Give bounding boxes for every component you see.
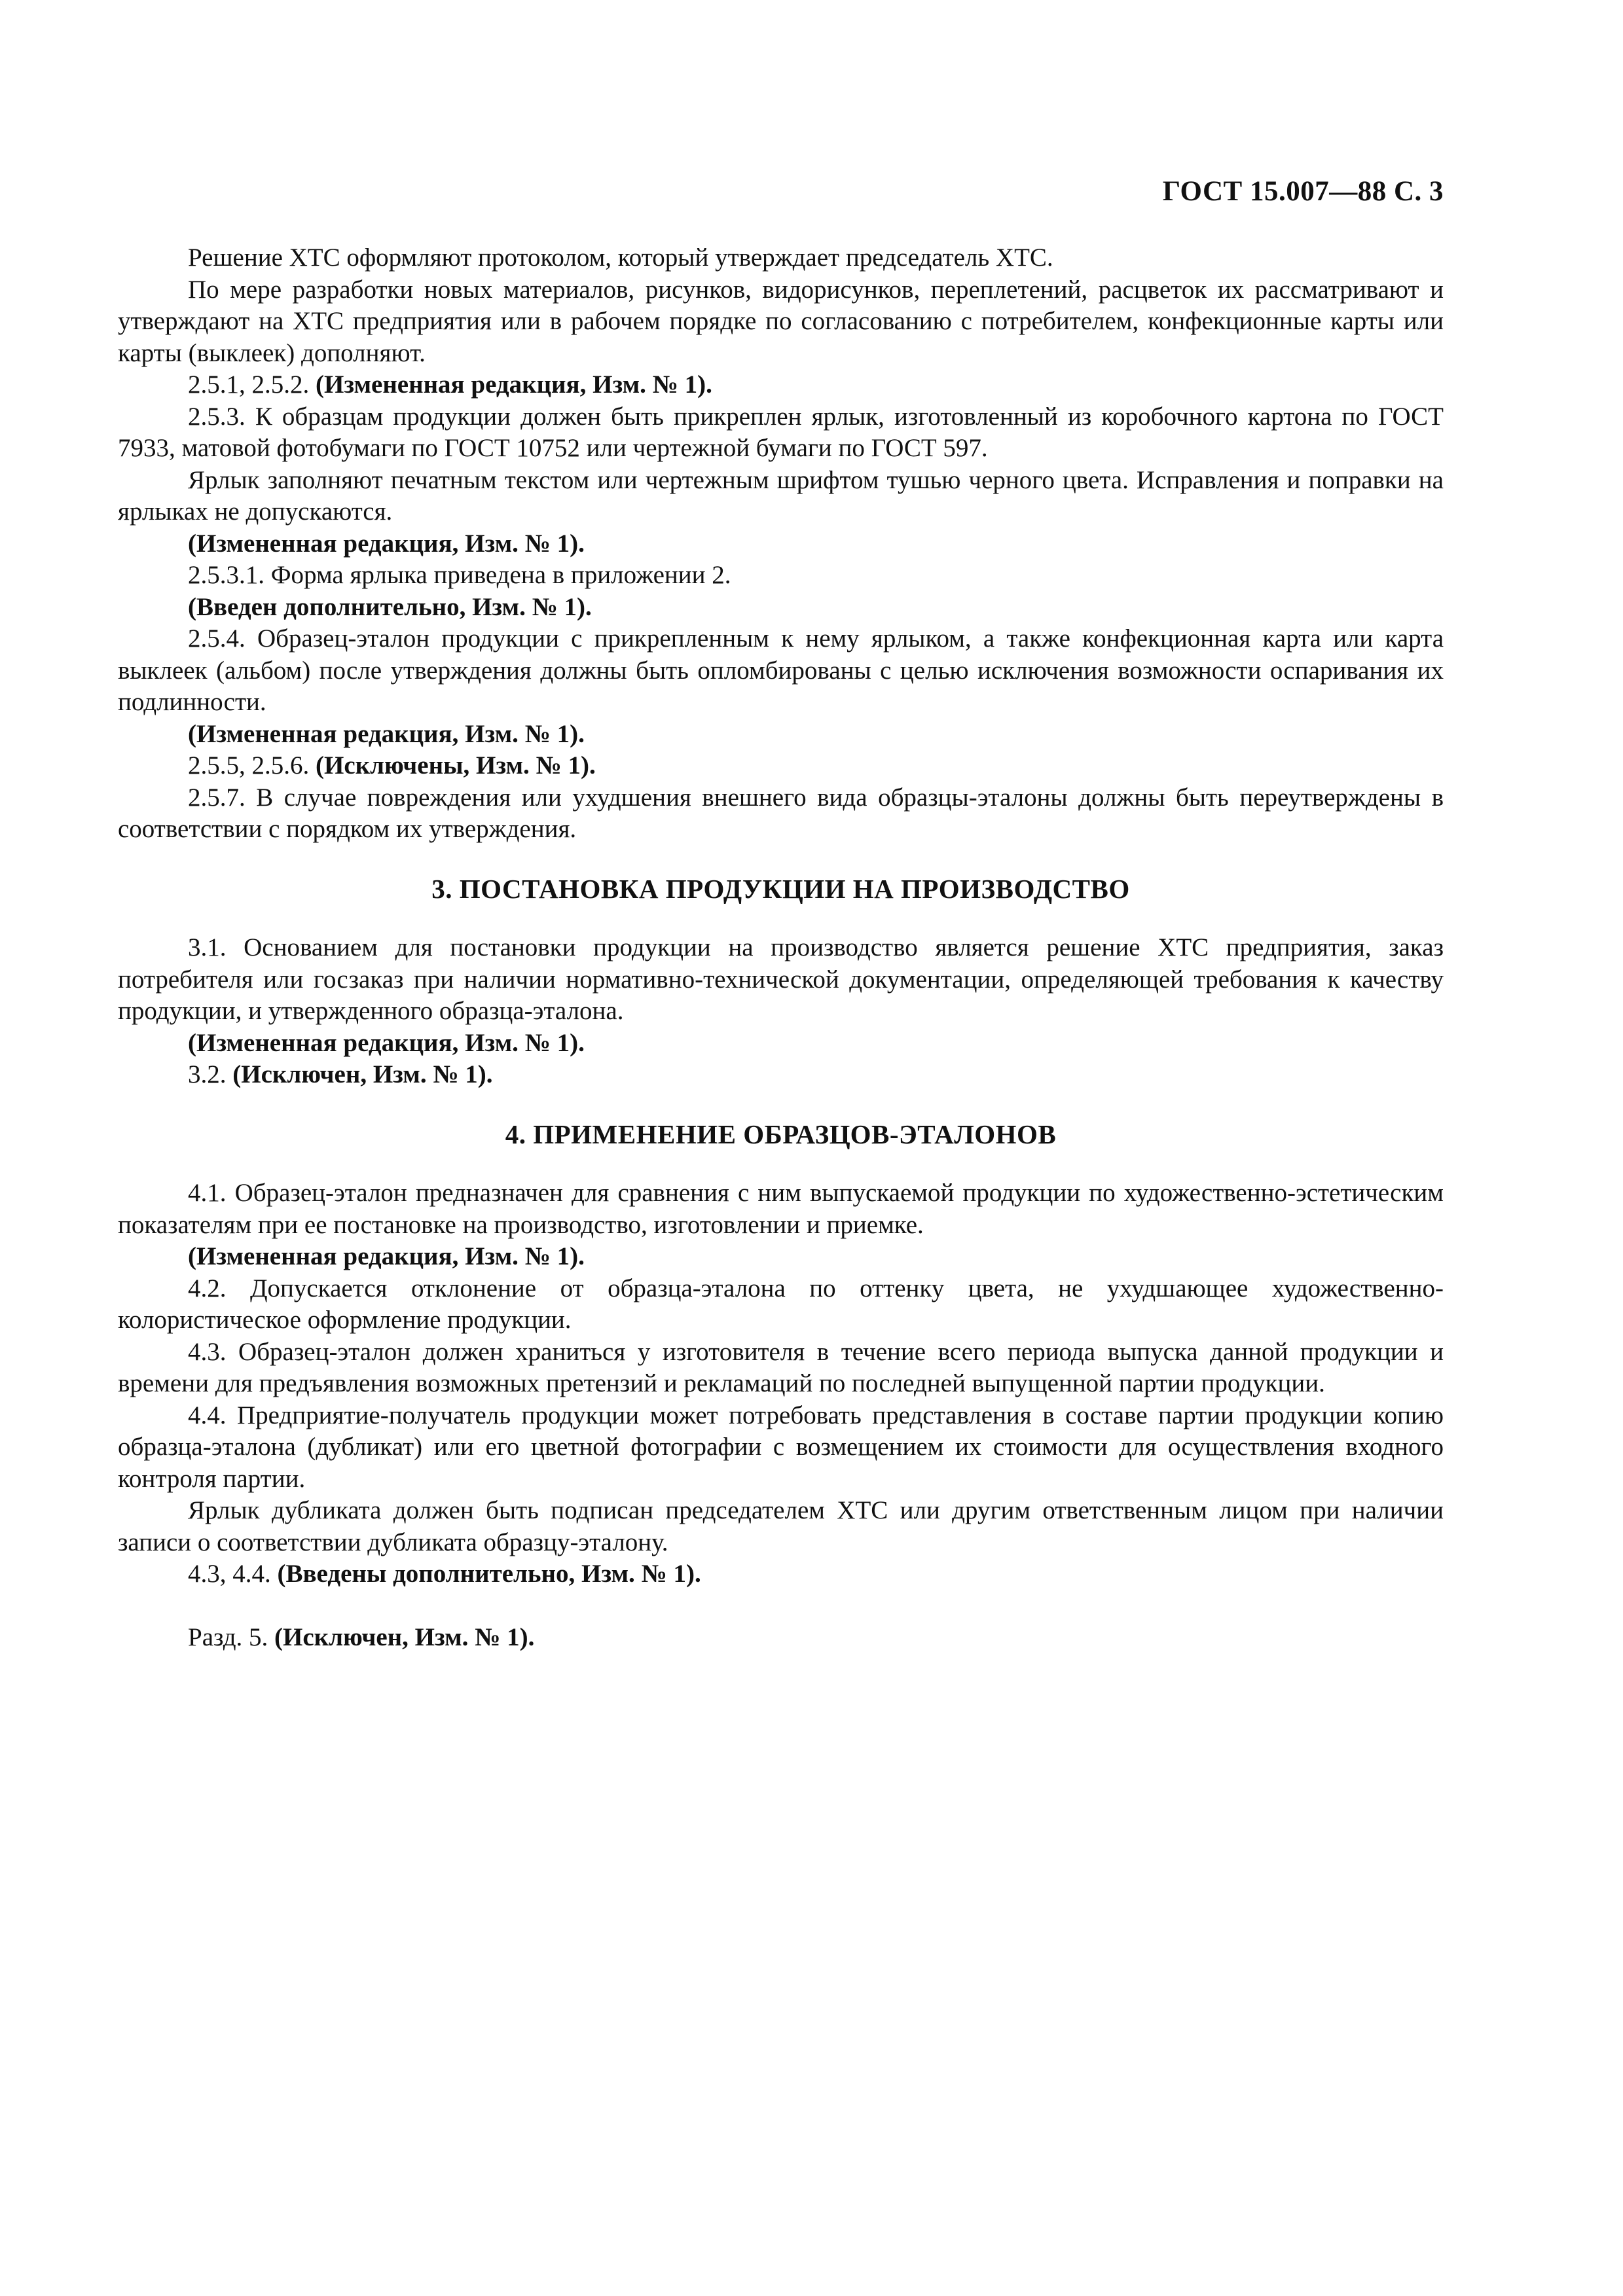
document-body: [118, 242, 1444, 1653]
paragraph: 3.1. Основанием для постановки продукции на производство является решение ХТС предприятия, заказ потребителя или госзаказ при наличии нормативно-технической документации, определяющей требования к качеству продукции, и утвержденного образца-эталона.: [118, 933, 1444, 1025]
amendment-note: [118, 369, 1444, 401]
clause-number: Разд. 5.: [188, 1623, 268, 1651]
amendment-label: (Введен дополнительно, Изм. № 1).: [188, 592, 592, 621]
section-title: 4. ПРИМЕНЕНИЕ ОБРАЗЦОВ-ЭТАЛОНОВ: [505, 1119, 1057, 1149]
page-header: ГОСТ 15.007—88 С. 3: [1162, 176, 1444, 207]
clause-number: 3.2.: [188, 1060, 227, 1088]
paragraph: 2.5.3.1. Форма ярлыка приведена в приложении 2.: [188, 561, 731, 589]
paragraph: Ярлык дубликата должен быть подписан председателем ХТС или другим ответственным лицом при наличии записи о соответствии дубликата образцу-эталону.: [118, 1496, 1444, 1556]
amendment-label: (Введены дополнительно, Изм. № 1).: [277, 1560, 701, 1588]
amendment-label: (Измененная редакция, Изм. № 1).: [188, 1242, 585, 1270]
paragraph: 4.3. Образец-эталон должен храниться у изготовителя в течение всего периода выпуска данной продукции и времени для предъявления возможных претензий и рекламаций по последней выпущенной партии продукции.: [118, 1337, 1444, 1397]
amendment-label: (Исключен, Изм. № 1).: [232, 1060, 493, 1088]
clause-number: 2.5.5, 2.5.6.: [188, 751, 310, 780]
section-title: 3. ПОСТАНОВКА ПРОДУКЦИИ НА ПРОИЗВОДСТВО: [431, 873, 1130, 904]
paragraph: 4.1. Образец-эталон предназначен для сравнения с ним выпускаемой продукции по художественно-эстетическим показателям при ее постановке на производство, изготовлении и приемке.: [118, 1179, 1444, 1239]
amendment-note: [118, 1558, 1444, 1590]
paragraph: Решение ХТС оформляют протоколом, который утверждает председатель ХТС.: [188, 243, 1053, 272]
amendment-label: (Измененная редакция, Изм. № 1).: [188, 529, 585, 558]
paragraph: Ярлык заполняют печатным текстом или чертежным шрифтом тушью черного цвета. Исправления и поправки на ярлыках не допускаются.: [118, 465, 1444, 526]
amendment-label: (Измененная редакция, Изм. № 1).: [316, 370, 712, 399]
paragraph: 2.5.4. Образец-эталон продукции с прикрепленным к нему ярлыком, а также конфекционная карта или карта выклеек (альбом) после утверждения должны быть опломбированы с целью исключения возможности оспаривания их подлинности.: [118, 624, 1444, 716]
clause-number: 4.3, 4.4.: [188, 1560, 271, 1588]
clause-number: 2.5.1, 2.5.2.: [188, 370, 310, 399]
amendment-label: (Измененная редакция, Изм. № 1).: [188, 719, 585, 748]
paragraph: По мере разработки новых материалов, рисунков, видорисунков, переплетений, расцветок их рассматривают и утверждают на ХТС предприятия или в рабочем порядке по согласованию с потребителем, конфекционные карты или карты (выклеек) дополняют.: [118, 275, 1444, 367]
paragraph: 4.2. Допускается отклонение от образца-эталона по оттенку цвета, не ухудшающее художественно-колористическое оформление продукции.: [118, 1274, 1444, 1334]
amendment-note: [118, 1059, 1444, 1091]
amendment-label: (Исключен, Изм. № 1).: [274, 1623, 535, 1651]
paragraph: 2.5.3. К образцам продукции должен быть прикреплен ярлык, изготовленный из коробочного картона по ГОСТ 7933, матовой фотобумаги по ГОСТ 10752 или чертежной бумаги по ГОСТ 597.: [118, 402, 1444, 462]
paragraph: 4.4. Предприятие-получатель продукции может потребовать представления в составе партии продукции копию образца-эталона (дубликат) или его цветной фотографии с возмещением их стоимости для осуществления входного контроля партии.: [118, 1401, 1444, 1493]
amendment-label: (Исключены, Изм. № 1).: [316, 751, 596, 780]
amendment-note: [118, 1622, 1444, 1654]
paragraph: 2.5.7. В случае повреждения или ухудшения внешнего вида образцы-эталоны должны быть переутверждены в соответствии с порядком их утверждения.: [118, 783, 1444, 843]
amendment-label: (Измененная редакция, Изм. № 1).: [188, 1028, 585, 1057]
amendment-note: [118, 750, 1444, 782]
